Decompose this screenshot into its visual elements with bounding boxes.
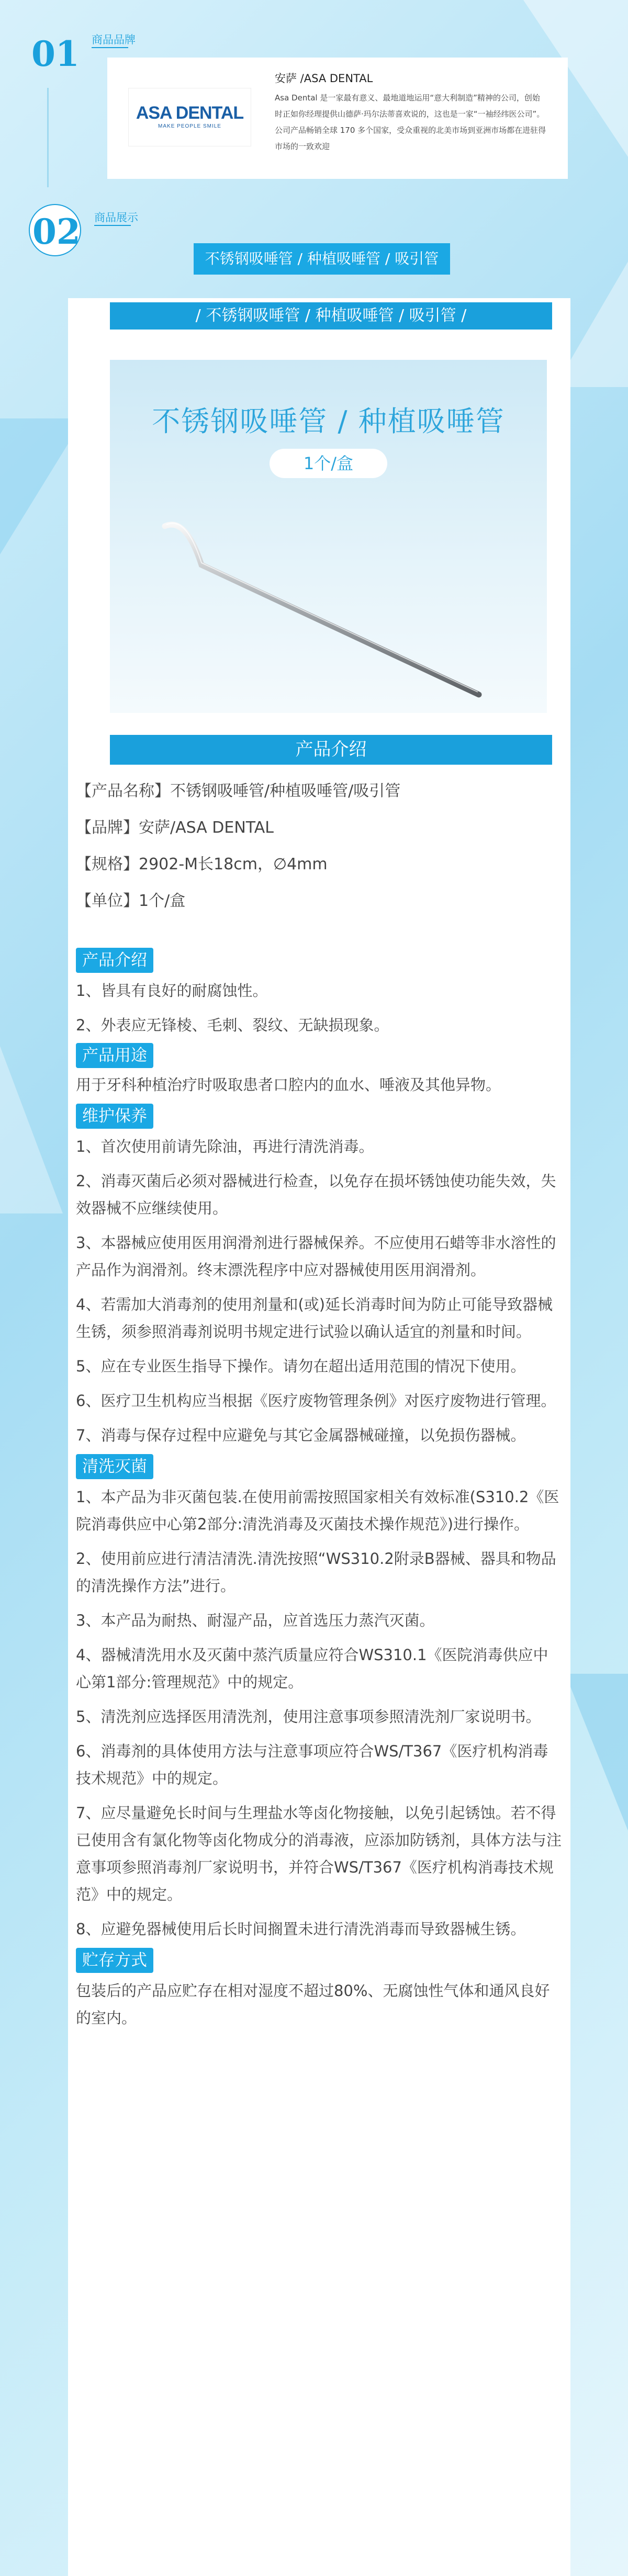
detail-block	[76, 1104, 563, 1449]
product-tag-text: 不锈钢吸唾管 / 种植吸唾管 / 吸引管	[205, 250, 439, 267]
brand-name: 安萨 /ASA DENTAL	[275, 72, 373, 85]
logo-tagline: MAKE PEOPLE SMILE	[158, 123, 221, 129]
block-paragraph: 4、若需加大消毒剂的使用剂量和(或)延长消毒时间为防止可能导致器械生锈，须参照消毒剂说明书规定进行试验以确认适宜的剂量和时间。	[76, 1296, 553, 1341]
block-paragraph: 1、皆具有良好的耐腐蚀性。	[76, 982, 268, 1000]
block-paragraph: 2、消毒灭菌后必须对器械进行检查，以免存在损坏锈蚀使功能失效，失效器械不应继续使用。	[76, 1172, 556, 1217]
block-paragraph: 6、医疗卫生机构应当根据《医疗废物管理条例》对医疗废物进行管理。	[76, 1392, 556, 1410]
hero-title: 不锈钢吸唾管 / 种植吸唾管	[152, 405, 505, 438]
spec-line: 【单位】1个/盒	[76, 892, 186, 910]
block-paragraph: 包装后的产品应贮存在相对湿度不超过80%、无腐蚀性气体和通风良好的室内。	[76, 1982, 550, 2027]
spec-line: 【规格】2902-M长18cm，∅4mm	[76, 855, 328, 873]
block-paragraph: 2、外表应无锋棱、毛刺、裂纹、无缺损现象。	[76, 1016, 389, 1034]
tube-highlight	[166, 523, 478, 692]
product-tag	[194, 243, 450, 275]
intro-bar	[110, 735, 552, 765]
logo-text: ASA DENTAL	[136, 103, 244, 123]
detail-blocks	[76, 948, 563, 2032]
block-paragraph: 用于牙科种植治疗时吸取患者口腔内的血水、唾液及其他异物。	[76, 1076, 501, 1094]
detail-block	[76, 1043, 563, 1098]
block-paragraph: 3、本器械应使用医用润滑剂进行器械保养。不应使用石蜡等非水溶性的产品作为润滑剂。终末漂洗程序中应对器械使用医用润滑剂。	[76, 1234, 556, 1279]
product-hero	[110, 360, 547, 713]
intro-bar-text: 产品介绍	[295, 739, 367, 760]
spec-list	[76, 773, 563, 920]
block-paragraph: 2、使用前应进行清洁清洗.清洗按照“WS310.2附录B器械、器具和物品的清洗操作方法”进行。	[76, 1550, 556, 1595]
detail-block	[76, 1454, 563, 1943]
block-paragraph: 1、本产品为非灭菌包装.在使用前需按照国家相关有效标准(S310.2《医院消毒供应中心第2部分:清洗消毒及灭菌技术操作规范》)进行操作。	[76, 1488, 559, 1533]
brand-description: Asa Dental 是一家最有意义、最地道地运用“意大利制造”精神的公司，创始时正如你经理提供山德萨·玛尔法蒂喜欢说的，这也是一家“一袖经纬医公司”。公司产品畅销全球 170 多个国家，受众重视的北美市场到亚洲市场都在进驻得市场的一致欢迎	[275, 93, 546, 151]
hero-quantity: 1个/盒	[270, 449, 387, 478]
brand-logo	[128, 88, 251, 146]
block-paragraph: 1、首次使用前请先除油，再进行清洗消毒。	[76, 1138, 374, 1155]
block-paragraph: 7、应尽量避免长时间与生理盐水等卤化物接触，以免引起锈蚀。若不得已使用含有氯化物等卤化物成分的消毒液，应添加防锈剂，具体方法与注意事项参照消毒剂厂家说明书，并符合WS/T367《医疗机构消毒技术规范》中的规定。	[76, 1804, 562, 1903]
section-02-number: 02	[32, 211, 81, 252]
block-paragraph: 8、应避免器械使用后长时间搁置未进行清洗消毒而导致器械生锈。	[76, 1920, 526, 1938]
title-underline	[92, 47, 128, 48]
block-paragraph: 7、消毒与保存过程中应避免与其它金属器械碰撞，以免损伤器械。	[76, 1426, 526, 1444]
block-label: 产品介绍	[76, 948, 153, 973]
section-01-title: 商品品牌	[92, 33, 136, 46]
spec-line: 【品牌】安萨/ASA DENTAL	[76, 819, 274, 837]
detail-block	[76, 1948, 563, 2032]
section-02-title: 商品展示	[94, 211, 138, 224]
suction-tube-image	[110, 360, 547, 713]
block-label: 贮存方式	[76, 1948, 153, 1973]
subtitle-bar	[110, 302, 552, 330]
block-paragraph: 5、清洗剂应选择医用清洗剂，使用注意事项参照清洗剂厂家说明书。	[76, 1708, 541, 1726]
block-label: 清洗灭菌	[76, 1454, 153, 1479]
block-label: 维护保养	[76, 1104, 153, 1129]
detail-block	[76, 948, 563, 1039]
block-paragraph: 4、器械清洗用水及灭菌中蒸汽质量应符合WS310.1《医院消毒供应中心第1部分:管理规范》中的规定。	[76, 1646, 548, 1691]
block-paragraph: 6、消毒剂的具体使用方法与注意事项应符合WS/T367《医疗机构消毒技术规范》中的规定。	[76, 1742, 548, 1787]
brand-info	[275, 69, 547, 155]
block-paragraph: 3、本产品为耐热、耐湿产品，应首选压力蒸汽灭菌。	[76, 1612, 435, 1629]
brand-card	[107, 58, 568, 179]
block-paragraph: 5、应在专业医生指导下操作。请勿在超出适用范围的情况下使用。	[76, 1357, 526, 1375]
bg-triangle	[565, 1674, 628, 1831]
subtitle-bar-text: / 不锈钢吸唾管 / 种植吸唾管 / 吸引管 /	[195, 307, 467, 325]
spec-line: 【产品名称】不锈钢吸唾管/种植吸唾管/吸引管	[76, 782, 401, 800]
tube-body	[165, 525, 479, 695]
bg-triangle	[0, 1046, 63, 1213]
block-label: 产品用途	[76, 1043, 153, 1068]
section-01-number: 01	[31, 33, 80, 74]
title-underline	[94, 225, 131, 226]
divider-line	[47, 88, 49, 187]
